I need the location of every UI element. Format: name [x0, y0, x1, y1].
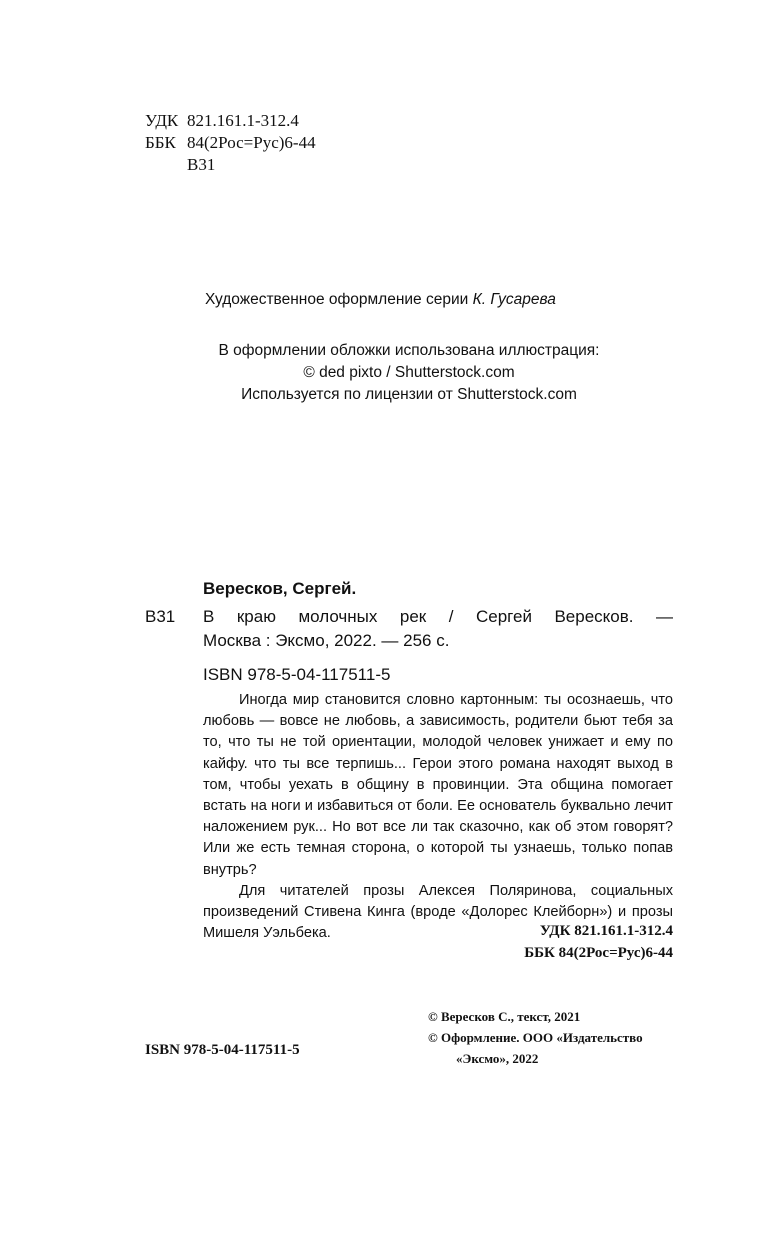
author-mark: В31 — [187, 155, 216, 174]
bbk-value: 84(2Рос=Рус)6-44 — [187, 133, 316, 152]
author-code: В31 — [145, 607, 176, 626]
annotation-paragraph: Иногда мир становится словно картонным: ты осознаешь, что любовь — вовсе не любовь, а зависимость, родители бьют тебя за то, что ты не той ориентации, молодой человек унижает и ему по кайфу. что ты все терпишь... Герои этого романа находят выход в том, чтобы уехать в общину в провинции. Эта община помогает встать на ноги и избавиться от боли. Ее основатель буквально лечит наложением рук... Но вот все ли так сказочно, как об этом говорят? Или же есть темная сторона, о которой ты узнаешь, только попав внутрь? — [203, 692, 673, 878]
copyright-design-line1: © Оформление. ООО «Издательство — [428, 1030, 643, 1045]
title-line: В краю молочных рек / Сергей Вересков. — — [203, 607, 673, 626]
udk-label: УДК — [145, 111, 179, 130]
copyright-text: © Вересков С., текст, 2021 — [428, 1009, 581, 1024]
copyright-design-line2: «Эксмо», 2022 — [456, 1051, 539, 1066]
bbk-code-bottom: ББК 84(2Рос=Рус)6-44 — [524, 945, 673, 961]
udk-value: 821.161.1-312.4 — [187, 111, 299, 130]
series-design-label: Художественное оформление серии — [205, 291, 469, 308]
udk-code-bottom: УДК 821.161.1-312.4 — [539, 923, 673, 939]
cover-credit-line1: В оформлении обложки использована иллюстрация: — [218, 342, 600, 359]
bbk-label: ББК — [145, 133, 176, 152]
series-design-name: К. Гусарева — [472, 291, 556, 308]
annotation-paragraph: Для читателей прозы Алексея Поляринова, социальных произведений Стивена Кинга (вроде «Долорес Клейборн») и прозы Мишеля Уэльбека. — [203, 882, 673, 942]
bbk-line — [145, 132, 316, 154]
cover-credit-line2: © ded pixto / Shutterstock.com — [303, 364, 515, 381]
author-heading: Вересков, Сергей. — [203, 579, 357, 598]
isbn-line: ISBN 978-5-04-117511-5 — [203, 665, 391, 684]
cover-credit-line3: Используется по лицензии от Shutterstock.com — [241, 386, 577, 403]
udk-line — [145, 110, 299, 132]
series-design-credit — [205, 289, 556, 311]
annotation — [203, 690, 673, 944]
publication-line: Москва : Эксмо, 2022. — 256 с. — [203, 631, 450, 650]
footer-isbn: ISBN 978-5-04-117511-5 — [145, 1042, 300, 1058]
copyright-block — [428, 1006, 643, 1069]
